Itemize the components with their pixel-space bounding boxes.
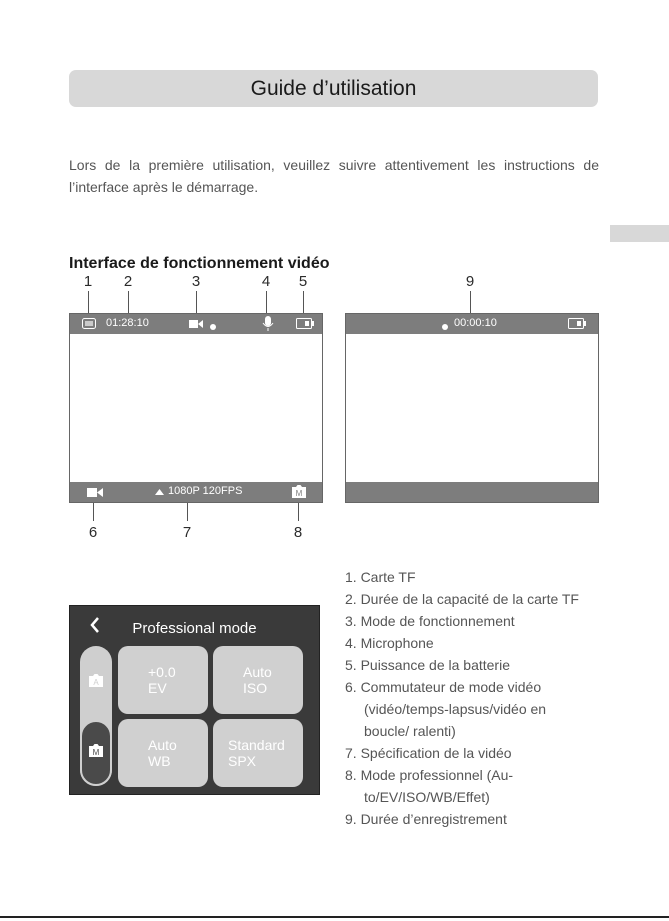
microphone-icon — [262, 316, 274, 335]
video-mode-icon — [189, 319, 203, 332]
legend-item: 4. Microphone — [345, 635, 434, 651]
intro-paragraph: Lors de la première utilisation, veuillez suivre attentivement les instructions de l’interface après le démarrage. — [69, 157, 599, 195]
section-heading: Interface de fonctionnement vidéo — [69, 255, 330, 272]
iso-tile[interactable] — [213, 646, 303, 714]
legend-item: 6. Commutateur de mode vidéo — [345, 679, 542, 695]
legend-item-continuation: (vidéo/temps-lapsus/vidéo en — [364, 701, 547, 717]
ev-value: +0.0 — [148, 664, 176, 680]
effect-label: SPX — [228, 753, 257, 769]
svg-text:M: M — [92, 748, 100, 757]
legend-item: 7. Spécification de la vidéo — [345, 745, 512, 761]
side-tab-marker — [610, 225, 669, 242]
manual-mode-selected[interactable] — [80, 720, 112, 786]
effect-value: Standard — [228, 737, 285, 753]
wb-tile[interactable] — [118, 719, 208, 787]
callout-line-7 — [187, 503, 188, 521]
manual-mode-icon — [88, 743, 104, 763]
callout-line-5 — [303, 291, 304, 315]
title-bar — [69, 70, 598, 107]
callout-line-4 — [266, 291, 267, 315]
screen2-top-bar — [346, 314, 598, 334]
callout-line-8 — [298, 503, 299, 521]
wb-value: Auto — [148, 737, 177, 753]
legend-item: 5. Puissance de la batterie — [345, 657, 510, 673]
battery-icon — [568, 318, 586, 332]
professional-mode-screen — [69, 605, 320, 795]
pro-mode-icon — [291, 484, 307, 502]
pro-mode-title: Professional mode — [132, 620, 257, 637]
ev-label: EV — [148, 680, 167, 696]
callout-line-9 — [470, 291, 471, 313]
card-capacity-time: 01:28:10 — [106, 317, 149, 329]
wb-label: WB — [148, 753, 171, 769]
svg-text:A: A — [93, 678, 99, 687]
svg-text:M: M — [295, 489, 303, 498]
iso-label: ISO — [243, 680, 268, 696]
legend-item: 9. Durée d’enregistrement — [345, 811, 507, 827]
page-bottom-rule — [0, 916, 669, 918]
callout-line-6 — [93, 503, 94, 521]
video-screen-standby — [69, 313, 323, 503]
mode-dot-icon — [210, 321, 216, 333]
callout-4: 4 — [261, 273, 271, 290]
screen2-bottom-bar — [346, 482, 598, 502]
legend-item: 1. Carte TF — [345, 569, 416, 585]
legend-list — [345, 566, 579, 830]
legend-item-continuation: to/EV/ISO/WB/Effet) — [364, 789, 490, 805]
callout-3: 3 — [191, 273, 201, 290]
page-title: Guide d’utilisation — [250, 76, 417, 100]
battery-icon — [296, 318, 314, 332]
recording-dot-icon — [442, 321, 448, 333]
callout-1: 1 — [83, 273, 93, 290]
legend-item: 2. Durée de la capacité de la carte TF — [345, 591, 579, 607]
callout-line-1 — [88, 291, 89, 315]
legend-item: 3. Mode de fonctionnement — [345, 613, 515, 629]
screen-top-bar — [70, 314, 322, 334]
recording-time: 00:00:10 — [454, 317, 497, 329]
callout-line-2 — [128, 291, 129, 315]
auto-mode-icon[interactable] — [88, 673, 104, 693]
legend-item: 8. Mode professionnel (Au- — [345, 767, 514, 783]
triangle-up-icon — [155, 487, 164, 499]
callout-line-3 — [196, 291, 197, 315]
callout-6: 6 — [88, 524, 98, 541]
callout-2: 2 — [123, 273, 133, 290]
callout-5: 5 — [298, 273, 308, 290]
mode-rail[interactable] — [80, 646, 112, 786]
effect-tile[interactable] — [213, 719, 303, 787]
legend-item-continuation: boucle/ ralenti) — [364, 723, 456, 739]
callout-8: 8 — [293, 524, 303, 541]
callout-7: 7 — [182, 524, 192, 541]
tf-card-icon — [82, 318, 96, 332]
video-screen-recording — [345, 313, 599, 503]
video-spec: 1080P 120FPS — [168, 485, 243, 497]
iso-value: Auto — [243, 664, 272, 680]
screen-bottom-bar — [70, 482, 322, 502]
ev-tile[interactable] — [118, 646, 208, 714]
callout-9: 9 — [465, 273, 475, 290]
video-mode-switch-icon — [87, 487, 103, 501]
